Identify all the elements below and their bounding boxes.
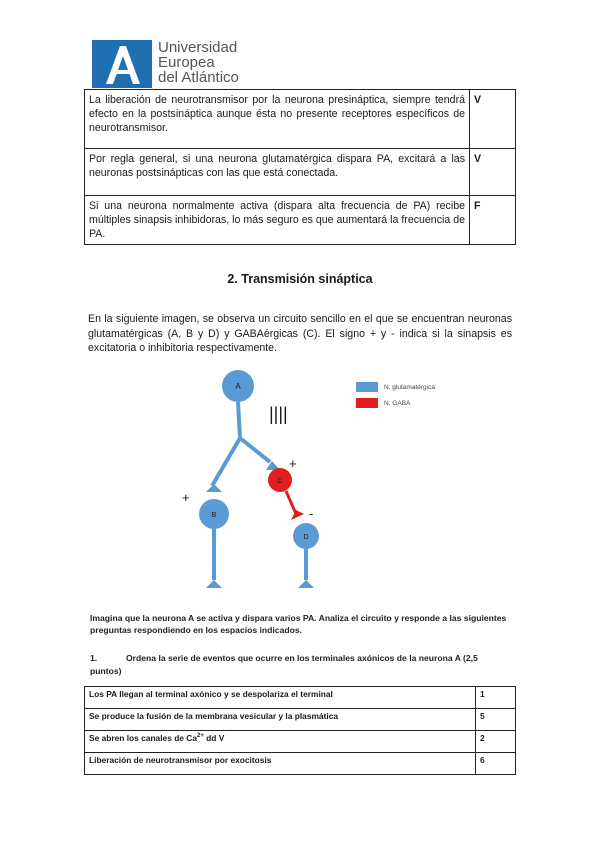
legend-glutamatergic [356,382,435,392]
legend-gaba [356,398,410,408]
terminal-c-to-d [291,510,304,520]
circuit-svg [170,362,440,594]
event-cell: Liberación de neurotransmisor por exocitosis [85,753,476,775]
order-cell: 6 [476,753,516,775]
table-row [85,687,516,709]
firing-marks: |||| [269,404,288,424]
question-1-text: Ordena la serie de eventos que ocurre en los terminales axónicos de la neurona A (2,5 puntos) [90,653,478,676]
answer-cell: V [470,90,516,149]
order-cell: 5 [476,709,516,731]
terminal-d [298,580,314,588]
legend-glut-swatch [356,382,378,392]
neuron-a-label: A [235,382,241,391]
table-row [85,90,516,149]
legend-glut-label: N. glutamatérgica [384,383,435,391]
event-text-post: dd V [203,733,225,743]
legend-gaba-label: N. GABA [384,399,411,407]
logo-line-3: del Atlántico [158,69,239,86]
neuron-b-label: B [211,512,217,519]
true-false-table [84,89,516,245]
events-order-table [84,686,516,775]
section-title: 2. Transmisión sináptica [227,272,373,286]
answer-cell: V [470,149,516,196]
event-cell: Se produce la fusión de la membrana vesicular y la plasmática [85,709,476,731]
intro-paragraph: En la siguiente imagen, se observa un circuito sencillo en el que se encuentran neuronas glutamatérgicas (A, B y D) y GABAérgicas (C). El signo + y - indica si la sinapsis es excitatoria o inhibitoria respectivamente. [88,313,512,354]
table-row [85,149,516,196]
table-row [85,731,516,753]
excitatory-sign-b: + [182,490,190,505]
axon-a [238,402,240,438]
statement-cell: Si una neurona normalmente activa (dispara alta frecuencia de PA) recibe múltiples sinapsis inhibidoras, lo más seguro es que aumentará la frecuencia de PA. [85,196,470,245]
answer-cell: F [470,196,516,245]
logo-mark-icon [92,40,152,88]
event-cell [85,731,476,753]
axon-c [286,491,296,514]
order-cell: 1 [476,687,516,709]
table-row [85,196,516,245]
statement-cell: Por regla general, si una neurona glutamatérgica dispara PA, excitará a las neuronas postsinápticas con las que está conectada. [85,149,470,196]
legend-gaba-swatch [356,398,378,408]
logo-line-2: Europea [158,54,215,71]
question-1-number: 1. [90,653,98,663]
calcium-charge: 2+ [197,733,204,740]
neuron-c-label: C [277,478,283,485]
event-text-pre: Se abren los canales de Ca [89,733,197,743]
order-cell: 2 [476,731,516,753]
axon-a-branch-c [240,438,270,462]
university-logo [92,40,239,88]
terminal-b [206,580,222,588]
table-row [85,709,516,731]
question-prompt: Imagina que la neurona A se activa y dispara varios PA. Analiza el circuito y responde a las siguientes preguntas respondiendo en los espacios indicados. [90,613,507,635]
event-cell: Los PA llegan al terminal axónico y se despolariza el terminal [85,687,476,709]
logo-line-1: Universidad [158,39,238,56]
logo-text [158,40,239,85]
inhibitory-sign-d: - [309,506,314,521]
terminal-a-to-b [206,484,222,492]
neuron-d-label: D [303,534,309,541]
question-1 [90,652,510,678]
excitatory-sign-c: + [289,456,297,471]
axon-a-branch-b [212,438,240,486]
table-row [85,753,516,775]
statement-cell: La liberación de neurotransmisor por la neurona presináptica, siempre tendrá efecto en la postsináptica aunque ésta no presente receptores específicos de neurotransmisor. [85,90,470,149]
